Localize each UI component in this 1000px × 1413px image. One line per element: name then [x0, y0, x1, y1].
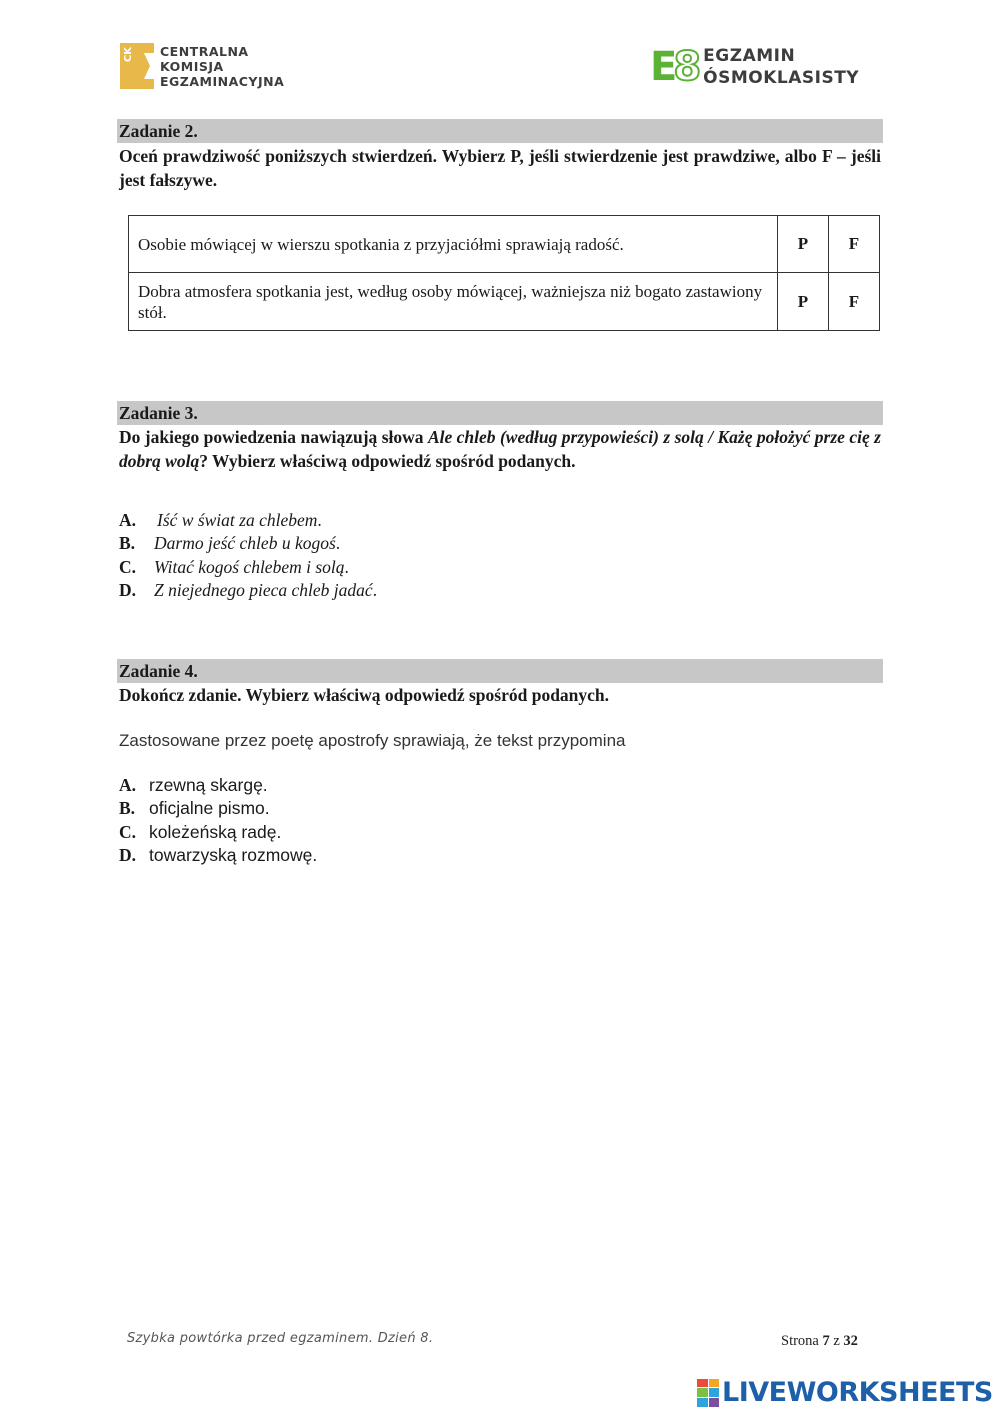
page-number: Strona 7 z 32 [781, 1333, 858, 1349]
task4-heading: Zadanie 4. [117, 659, 883, 683]
task3-heading: Zadanie 3. [117, 401, 883, 425]
statement-2-true-option[interactable]: P [778, 273, 829, 331]
table-row [129, 216, 880, 273]
e8-logo-mark: E8 [650, 44, 698, 90]
statement-1: Osobie mówiącej w wierszu spotkania z przyjaciółmi sprawiają radość. [129, 216, 778, 273]
task3-option-c[interactable]: C. Witać kogoś chlebem i solą . [119, 556, 349, 577]
statement-2-false-option[interactable]: F [829, 273, 880, 331]
task2-instruction: Oceń prawdziwość poniższych stwierdzeń. Wybierz P, jeśli stwierdzenie jest prawdziwe, albo F – jeśli jest fałszywe. [119, 146, 881, 190]
liveworksheets-logo [697, 1377, 993, 1408]
task4-option-b[interactable]: B. oficjalne pismo. [119, 798, 270, 819]
task4-option-c[interactable]: C. koleżeńską radę. [119, 821, 282, 842]
statement-2: Dobra atmosfera spotkania jest, według osoby mówiącej, ważniejsza niż bogato zastawiony stół. [129, 273, 778, 331]
task4-option-d[interactable]: D. towarzyską rozmowę. [119, 844, 318, 865]
true-false-table [128, 215, 880, 331]
task3-option-d[interactable]: D. Z niejednego pieca chleb jadać . [119, 579, 378, 600]
task4-options [119, 774, 317, 867]
cke-logo-text: CENTRALNA KOMISJA EGZAMINACYJNA [160, 43, 285, 89]
task2-heading: Zadanie 2. [117, 119, 883, 143]
task3-option-b[interactable]: B. Darmo jeść chleb u kogoś . [119, 533, 341, 554]
task3-option-a[interactable]: A. Iść w świat za chlebem . [119, 510, 322, 530]
footer-note: Szybka powtórka przed egzaminem. Dzień 8. [127, 1331, 434, 1346]
liveworksheets-wordmark: LIVEWORKSHEETS [722, 1377, 993, 1408]
table-row [129, 273, 880, 331]
task3-instruction: Do jakiego powiedzenia nawiązują słowa Ale chleb (według przypowieści) z solą / Każę położyć prze cię z dobrą wolą? Wybierz właściwą odpowiedź spośród podanych. [119, 427, 881, 471]
task3-quote: Ale chleb (według przypowieści) z solą / Każę położyć prze cię z dobrą wolą [119, 427, 881, 471]
task4-option-a[interactable]: A. rzewną skargę. [119, 775, 268, 795]
task4-lead-sentence: Zastosowane przez poetę apostrofy sprawiają, że tekst przypomina [119, 731, 626, 750]
liveworksheets-icon [697, 1379, 719, 1407]
task4-instruction: Dokończ zdanie. Wybierz właściwą odpowiedź spośród podanych. [119, 685, 610, 705]
task3-options [119, 509, 377, 602]
cke-logo-mark: CK [120, 43, 154, 89]
cke-logo [120, 42, 284, 90]
e8-logo-text: EGZAMIN ÓSMOKLASISTY [703, 46, 860, 88]
e8-logo [650, 44, 859, 90]
statement-1-true-option[interactable]: P [778, 216, 829, 273]
statement-1-false-option[interactable]: F [829, 216, 880, 273]
